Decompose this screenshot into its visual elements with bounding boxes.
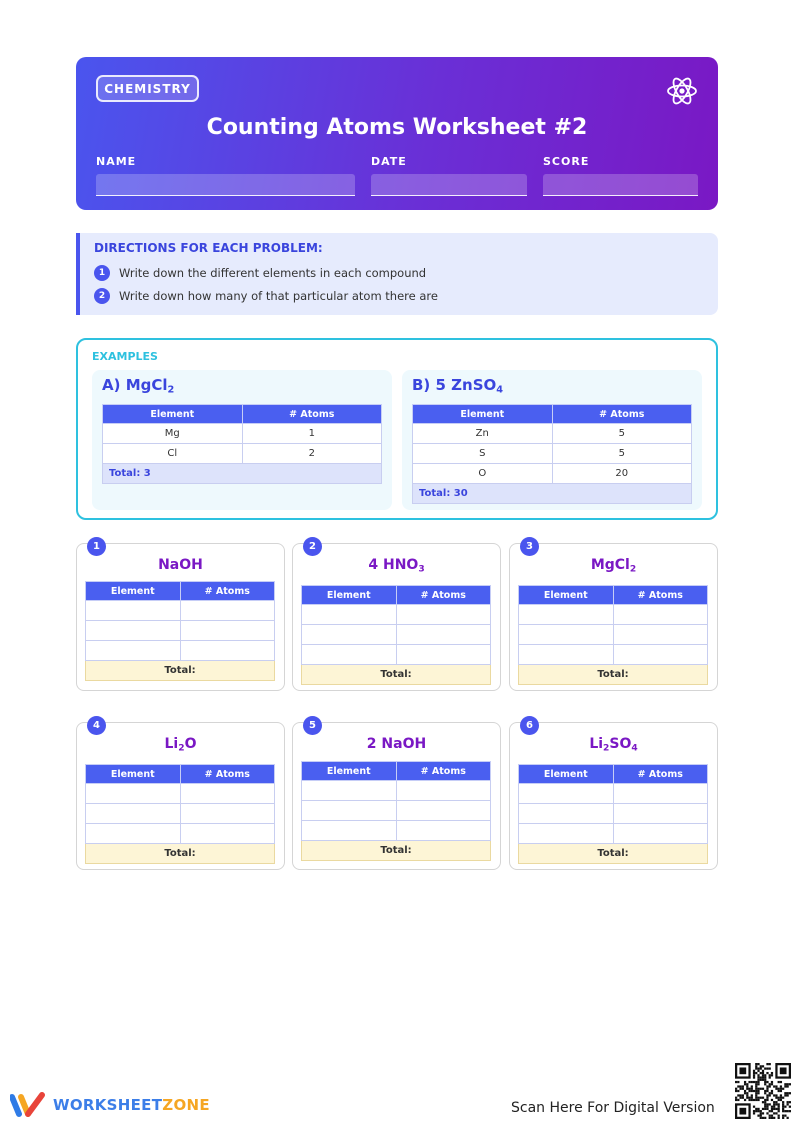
name-input[interactable]: [96, 174, 355, 196]
table-row: [302, 605, 491, 625]
examples-heading: EXAMPLES: [92, 350, 158, 363]
table-row: [413, 424, 692, 444]
element-cell: O: [413, 464, 553, 484]
atoms-cell: 5: [552, 424, 692, 444]
total-row: [103, 464, 382, 484]
problem-table: [301, 761, 491, 861]
atoms-answer-cell[interactable]: [396, 821, 491, 841]
atoms-answer-cell[interactable]: [613, 804, 708, 824]
atoms-answer-cell[interactable]: [180, 784, 275, 804]
atoms-cell: 1: [242, 424, 382, 444]
element-answer-cell[interactable]: [519, 645, 614, 665]
total-row: [86, 844, 275, 864]
element-answer-cell[interactable]: [86, 621, 181, 641]
table-row: [413, 464, 692, 484]
element-answer-cell[interactable]: [519, 784, 614, 804]
example-prefix: B) 5: [412, 376, 452, 394]
logo-mark-icon: [10, 1091, 46, 1119]
atoms-answer-cell[interactable]: [180, 641, 275, 661]
atoms-header: # Atoms: [242, 405, 382, 424]
element-answer-cell[interactable]: [302, 645, 397, 665]
atoms-answer-cell[interactable]: [613, 645, 708, 665]
logo-text: WORKSHEETZONE: [53, 1096, 210, 1114]
total-row: [413, 484, 692, 504]
problem-number: 4: [87, 716, 106, 735]
atoms-answer-cell[interactable]: [180, 824, 275, 844]
example-b-table: [412, 404, 692, 504]
total-cell[interactable]: Total:: [302, 841, 491, 861]
element-header: Element: [519, 586, 614, 605]
direction-item: [94, 284, 704, 307]
atoms-answer-cell[interactable]: [396, 605, 491, 625]
example-b-title: [412, 376, 692, 398]
table-row: [519, 645, 708, 665]
total-cell[interactable]: Total:: [302, 665, 491, 685]
element-answer-cell[interactable]: [519, 605, 614, 625]
element-answer-cell[interactable]: [86, 804, 181, 824]
atoms-header: # Atoms: [613, 765, 708, 784]
total-row: [302, 665, 491, 685]
atoms-answer-cell[interactable]: [396, 781, 491, 801]
element-answer-cell[interactable]: [302, 821, 397, 841]
atoms-answer-cell[interactable]: [180, 804, 275, 824]
table-row: [519, 605, 708, 625]
example-formula: MgCl$_2$: [125, 376, 175, 396]
table-row: [519, 625, 708, 645]
element-answer-cell[interactable]: [519, 824, 614, 844]
atoms-answer-cell[interactable]: [180, 601, 275, 621]
problem-table: [518, 585, 708, 685]
total-row: [302, 841, 491, 861]
table-row: [302, 801, 491, 821]
atoms-header: # Atoms: [613, 586, 708, 605]
problem-card: [509, 543, 718, 691]
direction-text: Write down the different elements in each compound: [119, 265, 427, 280]
total-cell: Total: 3: [103, 464, 382, 484]
table-row: [302, 781, 491, 801]
example-prefix: A): [102, 376, 126, 394]
element-cell: Zn: [413, 424, 553, 444]
examples-section: [76, 338, 718, 520]
element-cell: Mg: [103, 424, 243, 444]
total-row: [86, 661, 275, 681]
atoms-answer-cell[interactable]: [613, 824, 708, 844]
problem-formula: 4 $HNO_3$: [368, 557, 425, 575]
direction-item: [94, 261, 704, 284]
total-cell[interactable]: Total:: [519, 844, 708, 864]
element-answer-cell[interactable]: [86, 601, 181, 621]
worksheet-title: Counting Atoms Worksheet #2: [206, 115, 588, 140]
table-row: [86, 601, 275, 621]
directions-heading: DIRECTIONS FOR EACH PROBLEM:: [94, 241, 323, 255]
problem-number: 1: [87, 537, 106, 556]
problem-card: [292, 722, 501, 870]
problem-number: 6: [520, 716, 539, 735]
table-row: [86, 641, 275, 661]
total-row: [519, 665, 708, 685]
name-label: NAME: [96, 155, 137, 168]
problem-card: [76, 722, 285, 870]
atoms-answer-cell[interactable]: [180, 621, 275, 641]
atoms-cell: 2: [242, 444, 382, 464]
table-row: [302, 821, 491, 841]
problem-formula: $Li_2SO_4$: [589, 736, 638, 754]
example-a-table: [102, 404, 382, 484]
problem-formula: 2 NaOH: [366, 736, 427, 752]
element-header: Element: [86, 765, 181, 784]
atoms-header: # Atoms: [552, 405, 692, 424]
example-a-card: [92, 370, 392, 510]
atom-icon: [666, 75, 698, 107]
problem-formula: $Li_2O$: [164, 736, 197, 754]
example-a-title: [102, 376, 382, 398]
table-row: [86, 621, 275, 641]
date-input[interactable]: [371, 174, 527, 196]
element-answer-cell[interactable]: [302, 625, 397, 645]
element-answer-cell[interactable]: [302, 781, 397, 801]
atoms-answer-cell[interactable]: [396, 625, 491, 645]
atoms-answer-cell[interactable]: [613, 625, 708, 645]
element-header: Element: [413, 405, 553, 424]
example-b-card: [402, 370, 702, 510]
element-answer-cell[interactable]: [519, 804, 614, 824]
worksheet-header: [76, 57, 718, 210]
table-row: [302, 645, 491, 665]
table-row: [413, 444, 692, 464]
worksheetzone-logo: [10, 1091, 210, 1119]
score-label: SCORE: [543, 155, 590, 168]
element-header: Element: [86, 582, 181, 601]
atoms-answer-cell[interactable]: [613, 605, 708, 625]
problem-table: [518, 764, 708, 864]
table-row: [86, 824, 275, 844]
table-row: [519, 824, 708, 844]
atoms-header: # Atoms: [396, 762, 491, 781]
element-header: Element: [103, 405, 243, 424]
direction-number: 1: [94, 265, 110, 281]
total-cell[interactable]: Total:: [86, 844, 275, 864]
direction-text: Write down how many of that particular atom there are: [119, 288, 438, 303]
problem-number: 3: [520, 537, 539, 556]
problem-number: 2: [303, 537, 322, 556]
element-cell: Cl: [103, 444, 243, 464]
table-row: [86, 804, 275, 824]
qr-code-icon[interactable]: [735, 1063, 791, 1119]
score-field: [543, 155, 698, 196]
table-row: [103, 424, 382, 444]
subject-badge: CHEMISTRY: [96, 75, 199, 102]
directions-box: [76, 233, 718, 315]
table-row: [103, 444, 382, 464]
total-row: [519, 844, 708, 864]
element-header: Element: [302, 762, 397, 781]
element-answer-cell[interactable]: [86, 824, 181, 844]
total-cell[interactable]: Total:: [86, 661, 275, 681]
element-answer-cell[interactable]: [86, 784, 181, 804]
atoms-cell: 20: [552, 464, 692, 484]
atoms-answer-cell[interactable]: [396, 801, 491, 821]
element-answer-cell[interactable]: [302, 605, 397, 625]
element-cell: S: [413, 444, 553, 464]
date-label: DATE: [371, 155, 407, 168]
name-field: [96, 155, 355, 196]
atoms-header: # Atoms: [396, 586, 491, 605]
total-cell[interactable]: Total:: [519, 665, 708, 685]
table-row: [519, 784, 708, 804]
atoms-answer-cell[interactable]: [396, 645, 491, 665]
table-row: [86, 784, 275, 804]
problem-number: 5: [303, 716, 322, 735]
atoms-header: # Atoms: [180, 765, 275, 784]
element-answer-cell[interactable]: [519, 625, 614, 645]
element-answer-cell[interactable]: [86, 641, 181, 661]
scan-text: Scan Here For Digital Version: [511, 1100, 715, 1116]
problem-table: [85, 581, 275, 681]
problem-card: [292, 543, 501, 691]
atoms-header: # Atoms: [180, 582, 275, 601]
element-answer-cell[interactable]: [302, 801, 397, 821]
example-formula: ZnSO$_4$: [451, 376, 504, 396]
problem-table: [301, 585, 491, 685]
problem-card: [509, 722, 718, 870]
problem-table: [85, 764, 275, 864]
direction-number: 2: [94, 288, 110, 304]
score-input[interactable]: [543, 174, 698, 196]
atoms-answer-cell[interactable]: [613, 784, 708, 804]
atoms-cell: 5: [552, 444, 692, 464]
problem-formula: NaOH: [158, 557, 203, 573]
element-header: Element: [302, 586, 397, 605]
table-row: [519, 804, 708, 824]
date-field: [371, 155, 527, 196]
total-cell: Total: 30: [413, 484, 692, 504]
table-row: [302, 625, 491, 645]
problem-formula: MgCl$_2$: [590, 557, 637, 575]
problem-card: [76, 543, 285, 691]
element-header: Element: [519, 765, 614, 784]
